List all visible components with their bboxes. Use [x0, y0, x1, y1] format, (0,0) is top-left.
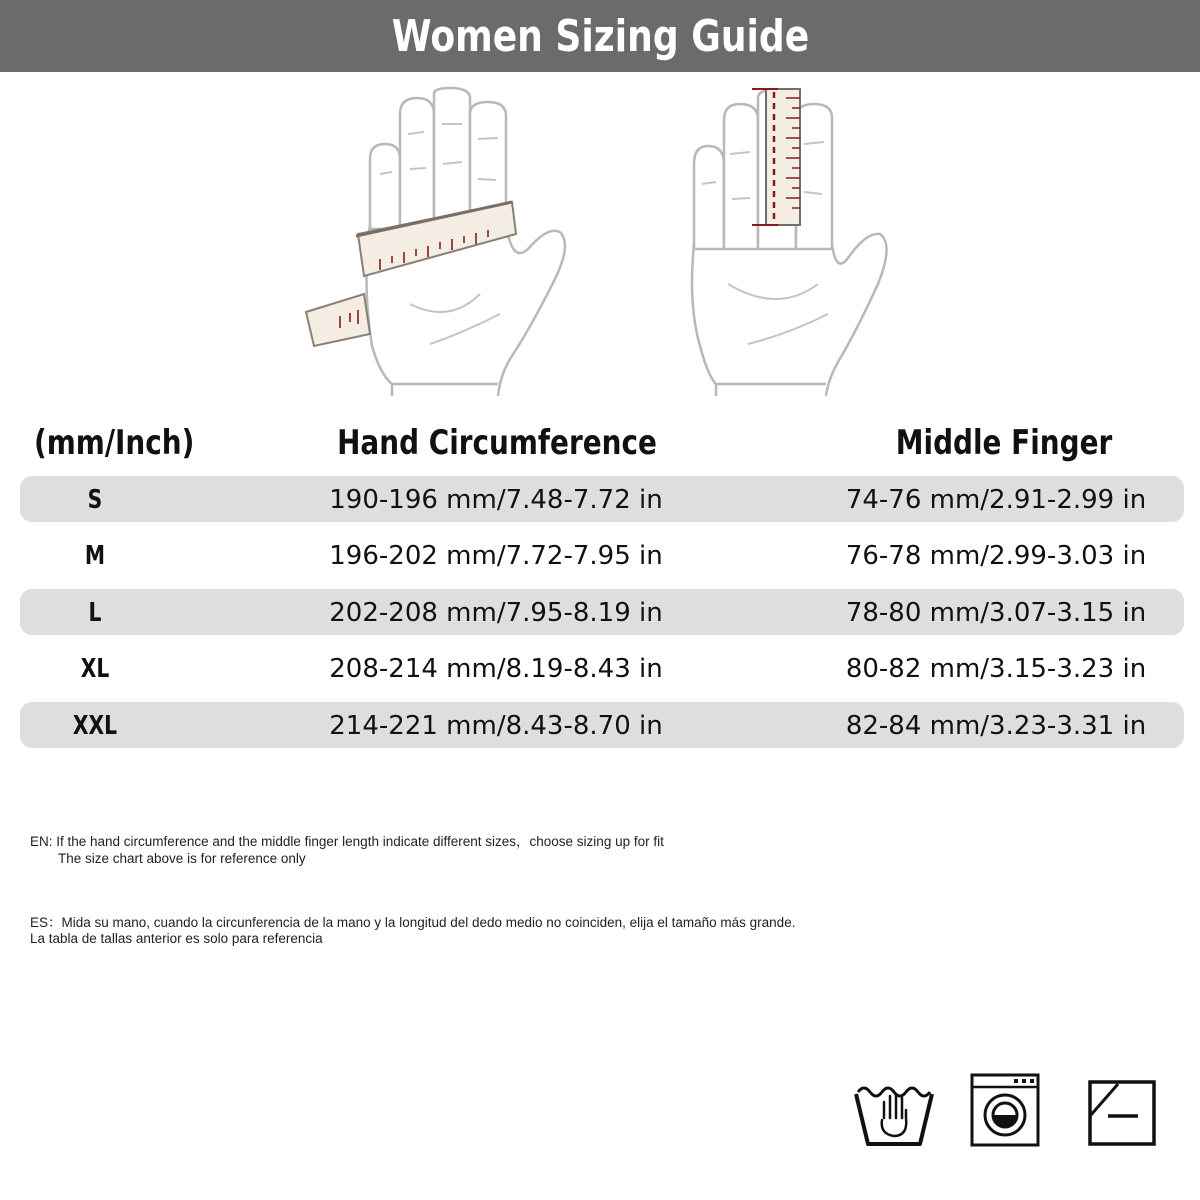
- middle-finger-measure-icon: [688, 84, 894, 396]
- size-label: S: [87, 485, 103, 515]
- hand-circumference-value: 190-196 mm/7.48-7.72 in: [329, 485, 663, 515]
- column-header-unit: (mm/Inch): [34, 423, 195, 463]
- size-label: XXL: [72, 711, 118, 741]
- hand-circumference-value: 214-221 mm/8.43-8.70 in: [329, 711, 663, 741]
- size-label: L: [88, 598, 102, 628]
- column-header-hand-circumference: Hand Circumference: [337, 423, 657, 463]
- size-label: M: [84, 541, 106, 571]
- hand-circumference-value: 202-208 mm/7.95-8.19 in: [329, 598, 663, 628]
- middle-finger-value: 78-80 mm/3.07-3.15 in: [845, 598, 1147, 628]
- washing-machine-icon: [970, 1073, 1040, 1147]
- hand-circumference-value: 208-214 mm/8.19-8.43 in: [329, 654, 663, 684]
- title-bar: [0, 0, 1200, 72]
- table-row: [20, 476, 1184, 522]
- hand-circumference-value: 196-202 mm/7.72-7.95 in: [329, 541, 663, 571]
- hand-circumference-measure-icon: [300, 84, 570, 396]
- page-title: Women Sizing Guide: [391, 10, 809, 62]
- middle-finger-value: 76-78 mm/2.99-3.03 in: [845, 541, 1147, 571]
- note-en-line2: The size chart above is for reference only: [58, 851, 306, 866]
- table-row: [20, 645, 1184, 691]
- table-row: [20, 589, 1184, 635]
- note-es-line1: ES：Mida su mano, cuando la circunferencia de la mano y la longitud del dedo medio no coinciden, elija el tamaño más grande.: [30, 915, 796, 930]
- dry-flat-icon: [1088, 1080, 1156, 1146]
- middle-finger-value: 82-84 mm/3.23-3.31 in: [845, 711, 1147, 741]
- middle-finger-value: 80-82 mm/3.15-3.23 in: [845, 654, 1147, 684]
- table-row: [20, 702, 1184, 748]
- note-en-line1: EN: If the hand circumference and the middle finger length indicate different sizes，choose sizing up for fit: [30, 834, 664, 849]
- table-row: [20, 532, 1184, 578]
- size-label: XL: [80, 654, 110, 684]
- hand-wash-icon: [854, 1080, 934, 1146]
- column-header-middle-finger: Middle Finger: [895, 423, 1113, 463]
- middle-finger-value: 74-76 mm/2.91-2.99 in: [845, 485, 1147, 515]
- note-es-line2: La tabla de tallas anterior es solo para referencia: [30, 931, 323, 946]
